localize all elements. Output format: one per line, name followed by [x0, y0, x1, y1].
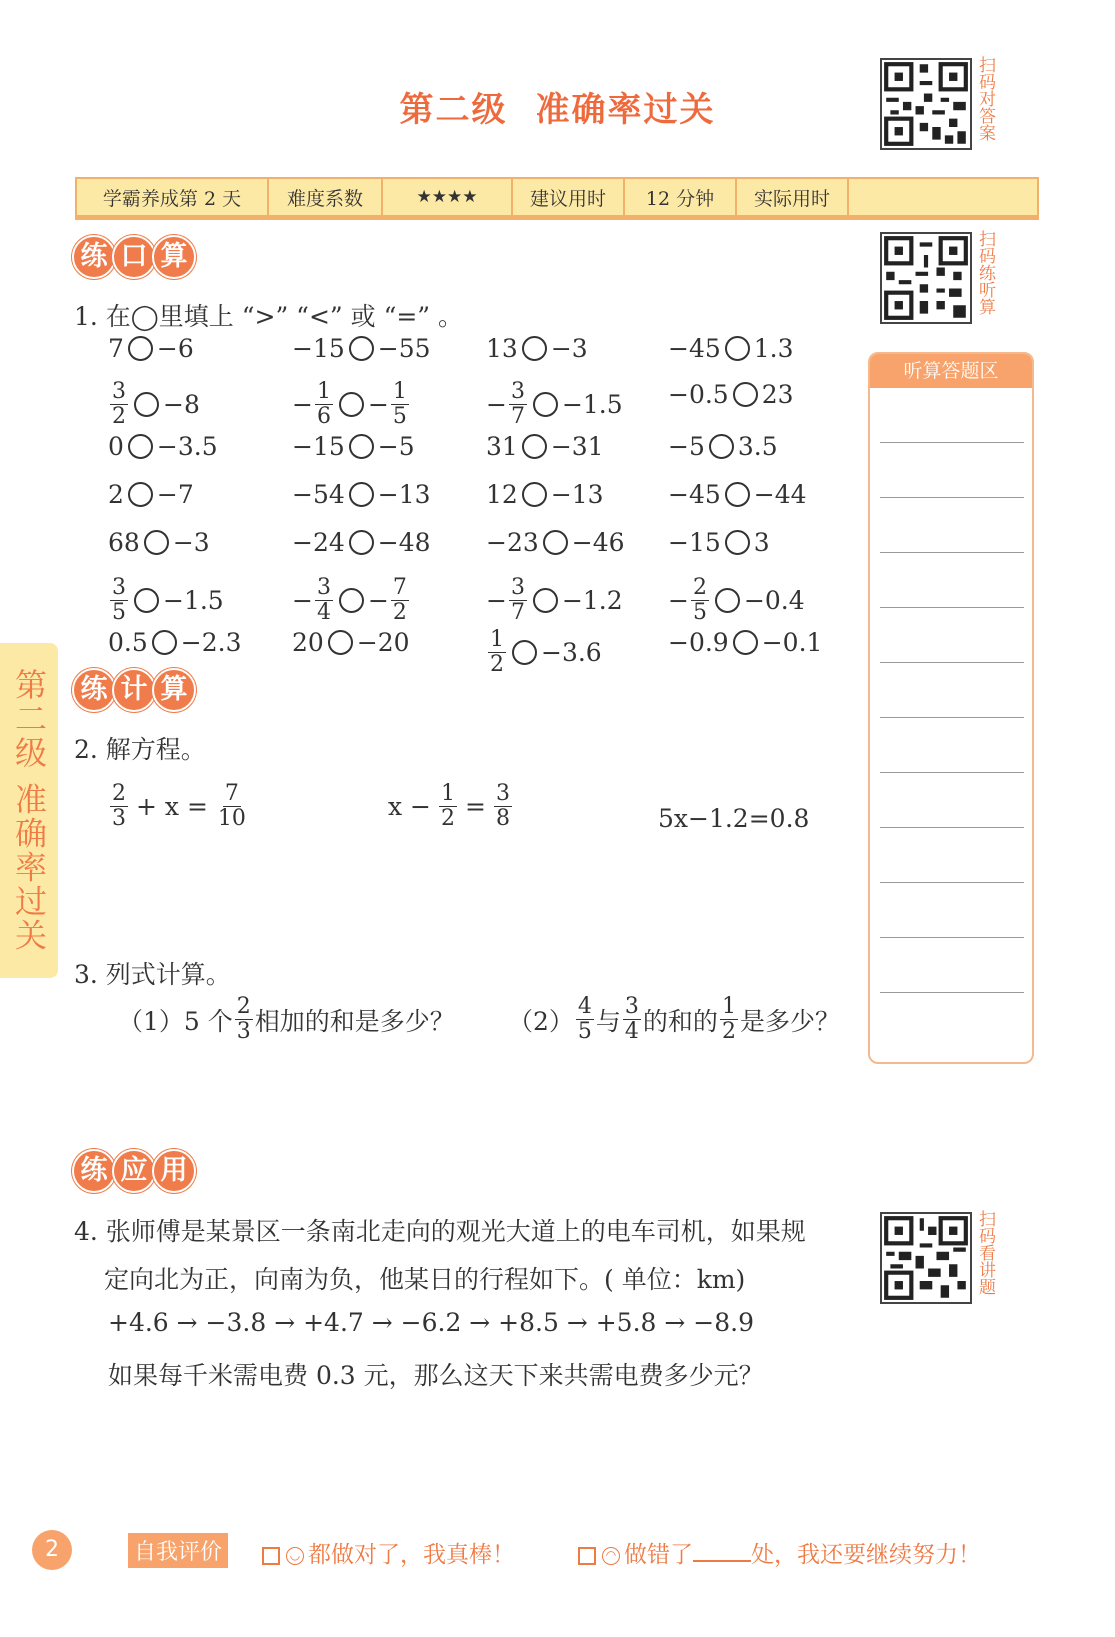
compare-item [108, 432, 218, 461]
q4-line-2: 定向北为正，向南为负，他某日的行程如下。( 单位：km) [104, 1265, 746, 1294]
answer-line[interactable] [880, 717, 1024, 718]
eq-operator: x − [388, 792, 431, 821]
fraction: $\frac{2}{3}$ [112, 781, 126, 831]
right-value: −8 [163, 390, 200, 419]
sign: − [668, 586, 689, 615]
answer-circle[interactable] [512, 640, 537, 665]
compare-item [486, 628, 602, 677]
self-eval-label: 自我评价 [128, 1533, 228, 1568]
left-value: 31 [486, 432, 518, 461]
right-value: −5 [377, 432, 415, 461]
answer-circle[interactable] [543, 530, 568, 555]
left-value: −5 [668, 432, 705, 461]
answer-circle[interactable] [725, 336, 750, 361]
answer-line[interactable] [880, 552, 1024, 553]
fraction: $\frac{1}{2}$ [721, 994, 736, 1044]
side-tab: 第二级 准确率过关 [0, 643, 58, 978]
left-value: 12 [486, 480, 518, 509]
q1-prompt: 1. 在◯里填上 “>” “<” 或 “=” 。 [74, 302, 464, 331]
qr-caption-listening: 扫码练听算 [975, 230, 995, 315]
answer-circle[interactable] [152, 630, 177, 655]
fraction: $\frac{7}{10}$ [217, 781, 246, 831]
left-value: 0.5 [108, 628, 148, 657]
compare-item [668, 380, 794, 409]
compare-item [292, 576, 411, 625]
answer-circle[interactable] [349, 482, 374, 507]
compare-item [292, 380, 411, 429]
fraction: $\frac{3}{7}$ [510, 575, 525, 625]
badge-char: 练 [72, 668, 116, 712]
fraction: $\frac{1}{5}$ [392, 379, 407, 429]
sign: − [486, 586, 507, 615]
fraction: $\frac{3}{4}$ [316, 575, 331, 625]
answer-circle[interactable] [522, 482, 547, 507]
right-value: −44 [753, 480, 807, 509]
badge-char: 用 [152, 1149, 196, 1193]
answer-line[interactable] [880, 882, 1024, 883]
answer-circle[interactable] [715, 588, 740, 613]
right-value: −0.4 [743, 586, 805, 615]
fraction: $\frac{3}{2}$ [112, 379, 126, 429]
option-text: 处，我还要继续努力！ [751, 1542, 981, 1568]
right-value: −3 [550, 334, 588, 363]
badge-char: 算 [152, 235, 196, 279]
compare-item [108, 576, 224, 625]
equation-3: 5x−1.2=0.8 [658, 804, 810, 833]
right-value: −7 [156, 480, 194, 509]
checkbox[interactable] [578, 1547, 596, 1565]
answer-area-header: 听算答题区 [870, 354, 1032, 388]
answer-line[interactable] [880, 992, 1024, 993]
fraction: $\frac{4}{5}$ [577, 994, 592, 1044]
fraction: $\frac{3}{8}$ [495, 781, 510, 831]
compare-item [108, 528, 210, 557]
left-value: 7 [108, 334, 124, 363]
qr-code-listening[interactable] [880, 232, 972, 324]
compare-item [292, 628, 410, 657]
info-suggest-value: 12 分钟 [625, 179, 737, 215]
self-eval-option-1[interactable] [262, 1536, 515, 1569]
section-badge-apply [72, 1149, 192, 1193]
answer-circle[interactable] [733, 630, 758, 655]
error-count-blank[interactable] [693, 1540, 751, 1562]
answer-line[interactable] [880, 827, 1024, 828]
compare-item [668, 576, 805, 625]
right-value: −6 [156, 334, 194, 363]
badge-char: 练 [72, 1149, 116, 1193]
answer-line[interactable] [880, 662, 1024, 663]
self-eval-option-2[interactable] [578, 1536, 981, 1569]
right-value: −2.3 [180, 628, 242, 657]
q3-text: 的和的 [642, 1006, 718, 1036]
answer-circle[interactable] [134, 588, 159, 613]
left-value: −15 [668, 528, 721, 557]
left-value: −0.5 [668, 380, 729, 409]
right-value: −1.5 [561, 390, 623, 419]
fraction: $\frac{3}{4}$ [624, 994, 639, 1044]
compare-item [108, 480, 194, 509]
equation-1 [108, 782, 250, 831]
compare-item [108, 628, 241, 657]
page-number: 2 [32, 1530, 72, 1570]
compare-item [108, 334, 194, 363]
answer-line[interactable] [880, 607, 1024, 608]
left-value: −15 [292, 334, 345, 363]
left-value: 0 [108, 432, 124, 461]
sign: − [486, 390, 507, 419]
right-value: −1.5 [163, 586, 224, 615]
compare-item [668, 480, 807, 509]
answer-line[interactable] [880, 442, 1024, 443]
right-value: −31 [550, 432, 604, 461]
answer-circle[interactable] [349, 336, 374, 361]
info-difficulty-stars: ★★★★ [383, 179, 513, 215]
q2-prompt: 2. 解方程。 [74, 735, 206, 764]
left-value: −0.9 [668, 628, 729, 657]
answer-line[interactable] [880, 772, 1024, 773]
answer-circle[interactable] [328, 630, 353, 655]
badge-char: 应 [112, 1149, 156, 1193]
answer-line[interactable] [880, 937, 1024, 938]
qr-icon [882, 234, 970, 322]
right-value: 23 [761, 380, 794, 409]
compare-item [108, 380, 200, 429]
right-value: −3.5 [156, 432, 218, 461]
answer-circle[interactable] [725, 530, 750, 555]
right-value: 3.5 [737, 432, 778, 461]
answer-circle[interactable] [128, 336, 153, 361]
q3-part-1 [118, 995, 455, 1044]
answer-circle[interactable] [522, 434, 547, 459]
right-value: −20 [356, 628, 410, 657]
fraction: $\frac{3}{5}$ [112, 575, 126, 625]
title-name: 准确率过关 [535, 90, 716, 130]
q3-text: 相加的和是多少？ [254, 1006, 455, 1036]
right-value: −3 [172, 528, 210, 557]
qr-caption-answers: 扫码对答案 [975, 56, 995, 141]
left-value: −24 [292, 528, 345, 557]
q3-prompt: 3. 列式计算。 [74, 960, 231, 989]
left-value: 13 [486, 334, 518, 363]
compare-item [486, 480, 604, 509]
q4-line-4: 如果每千米需电费 0.3 元，那么这天下来共需电费多少元？ [108, 1361, 764, 1390]
qr-code-explain[interactable] [880, 1212, 972, 1304]
sign: − [292, 390, 313, 419]
q4-line-3: +4.6 → −3.8 → +4.7 → −6.2 → +8.5 → +5.8 → −8.9 [108, 1308, 754, 1337]
fraction: $\frac{1}{2}$ [490, 627, 504, 677]
badge-char: 计 [112, 668, 156, 712]
smile-icon: ◡ [286, 1547, 304, 1565]
section-badge-calc [72, 668, 192, 712]
answer-circle[interactable] [709, 434, 734, 459]
answer-circle[interactable] [144, 530, 169, 555]
fraction: $\frac{1}{6}$ [316, 379, 331, 429]
fraction: $\frac{3}{7}$ [510, 379, 525, 429]
compare-item [668, 528, 770, 557]
eq-operator: = [465, 792, 486, 821]
left-value: 2 [108, 480, 124, 509]
info-difficulty-label: 难度系数 [269, 179, 383, 215]
answer-circle[interactable] [733, 382, 758, 407]
right-value: −13 [377, 480, 431, 509]
q3-text: （1）5 个 [118, 1006, 233, 1036]
right-value: −13 [550, 480, 604, 509]
qr-code-answers[interactable] [880, 58, 972, 150]
badge-char: 口 [112, 235, 156, 279]
info-actual-label: 实际用时 [737, 179, 849, 215]
right-value: −46 [571, 528, 625, 557]
fraction: $\frac{1}{2}$ [441, 781, 455, 831]
right-value: 3 [753, 528, 770, 557]
info-actual-value[interactable] [849, 179, 1037, 215]
left-value: 20 [292, 628, 324, 657]
answer-circle[interactable] [128, 482, 153, 507]
right-value: −1.2 [561, 586, 623, 615]
q3-part-2 [508, 995, 840, 1044]
left-value: 68 [108, 528, 140, 557]
left-value: −15 [292, 432, 345, 461]
fraction: $\frac{2}{5}$ [692, 575, 707, 625]
right-value: −48 [377, 528, 431, 557]
sad-icon: ◠ [602, 1547, 620, 1565]
answer-circle[interactable] [339, 588, 364, 613]
badge-char: 练 [72, 235, 116, 279]
left-value: −45 [668, 480, 721, 509]
compare-item [486, 576, 623, 625]
answer-circle[interactable] [128, 434, 153, 459]
right-value: −3.6 [541, 638, 602, 667]
compare-item [486, 528, 625, 557]
compare-item [486, 380, 623, 429]
compare-item [292, 334, 431, 363]
answer-circle[interactable] [522, 336, 547, 361]
fraction: $\frac{7}{2}$ [392, 575, 407, 625]
title-level: 第二级 [399, 90, 508, 130]
answer-circle[interactable] [134, 392, 159, 417]
info-days: 学霸养成第 2 天 [77, 179, 269, 215]
info-bar [75, 177, 1039, 217]
q3-text: 是多少？ [739, 1006, 840, 1036]
compare-item [292, 528, 431, 557]
q3-text: （2） [508, 1006, 574, 1036]
compare-item [292, 432, 415, 461]
sign: − [292, 586, 313, 615]
right-value: −55 [377, 334, 431, 363]
compare-item [486, 334, 588, 363]
qr-icon [882, 1214, 970, 1302]
badge-char: 算 [152, 668, 196, 712]
qr-caption-explain: 扫码看讲题 [975, 1210, 995, 1295]
compare-item [668, 334, 794, 363]
answer-circle[interactable] [349, 434, 374, 459]
left-value: −23 [486, 528, 539, 557]
compare-item [668, 432, 778, 461]
left-value: −45 [668, 334, 721, 363]
listening-answer-area [868, 352, 1034, 1064]
info-suggest-label: 建议用时 [513, 179, 625, 215]
eq-operator: + x = [136, 792, 208, 821]
equation-2 [382, 782, 514, 831]
checkbox[interactable] [262, 1547, 280, 1565]
q3-text: 与 [595, 1006, 621, 1036]
right-value: −0.1 [761, 628, 823, 657]
qr-icon [882, 60, 970, 148]
answer-circle[interactable] [725, 482, 750, 507]
answer-circle[interactable] [533, 588, 558, 613]
compare-item [668, 628, 822, 657]
option-text: 做错了 [624, 1542, 693, 1568]
answer-circle[interactable] [533, 392, 558, 417]
section-badge-oral [72, 235, 192, 279]
q4-line-1: 4. 张师傅是某景区一条南北走向的观光大道上的电车司机，如果规 [74, 1217, 806, 1246]
sign: − [367, 390, 389, 419]
sign: − [367, 586, 389, 615]
option-text: 都做对了，我真棒！ [308, 1542, 515, 1568]
left-value: −54 [292, 480, 345, 509]
fraction: $\frac{2}{3}$ [236, 994, 251, 1044]
answer-line[interactable] [880, 497, 1024, 498]
compare-item [486, 432, 604, 461]
answer-circle[interactable] [339, 392, 364, 417]
compare-item [292, 480, 431, 509]
answer-circle[interactable] [349, 530, 374, 555]
right-value: 1.3 [753, 334, 794, 363]
